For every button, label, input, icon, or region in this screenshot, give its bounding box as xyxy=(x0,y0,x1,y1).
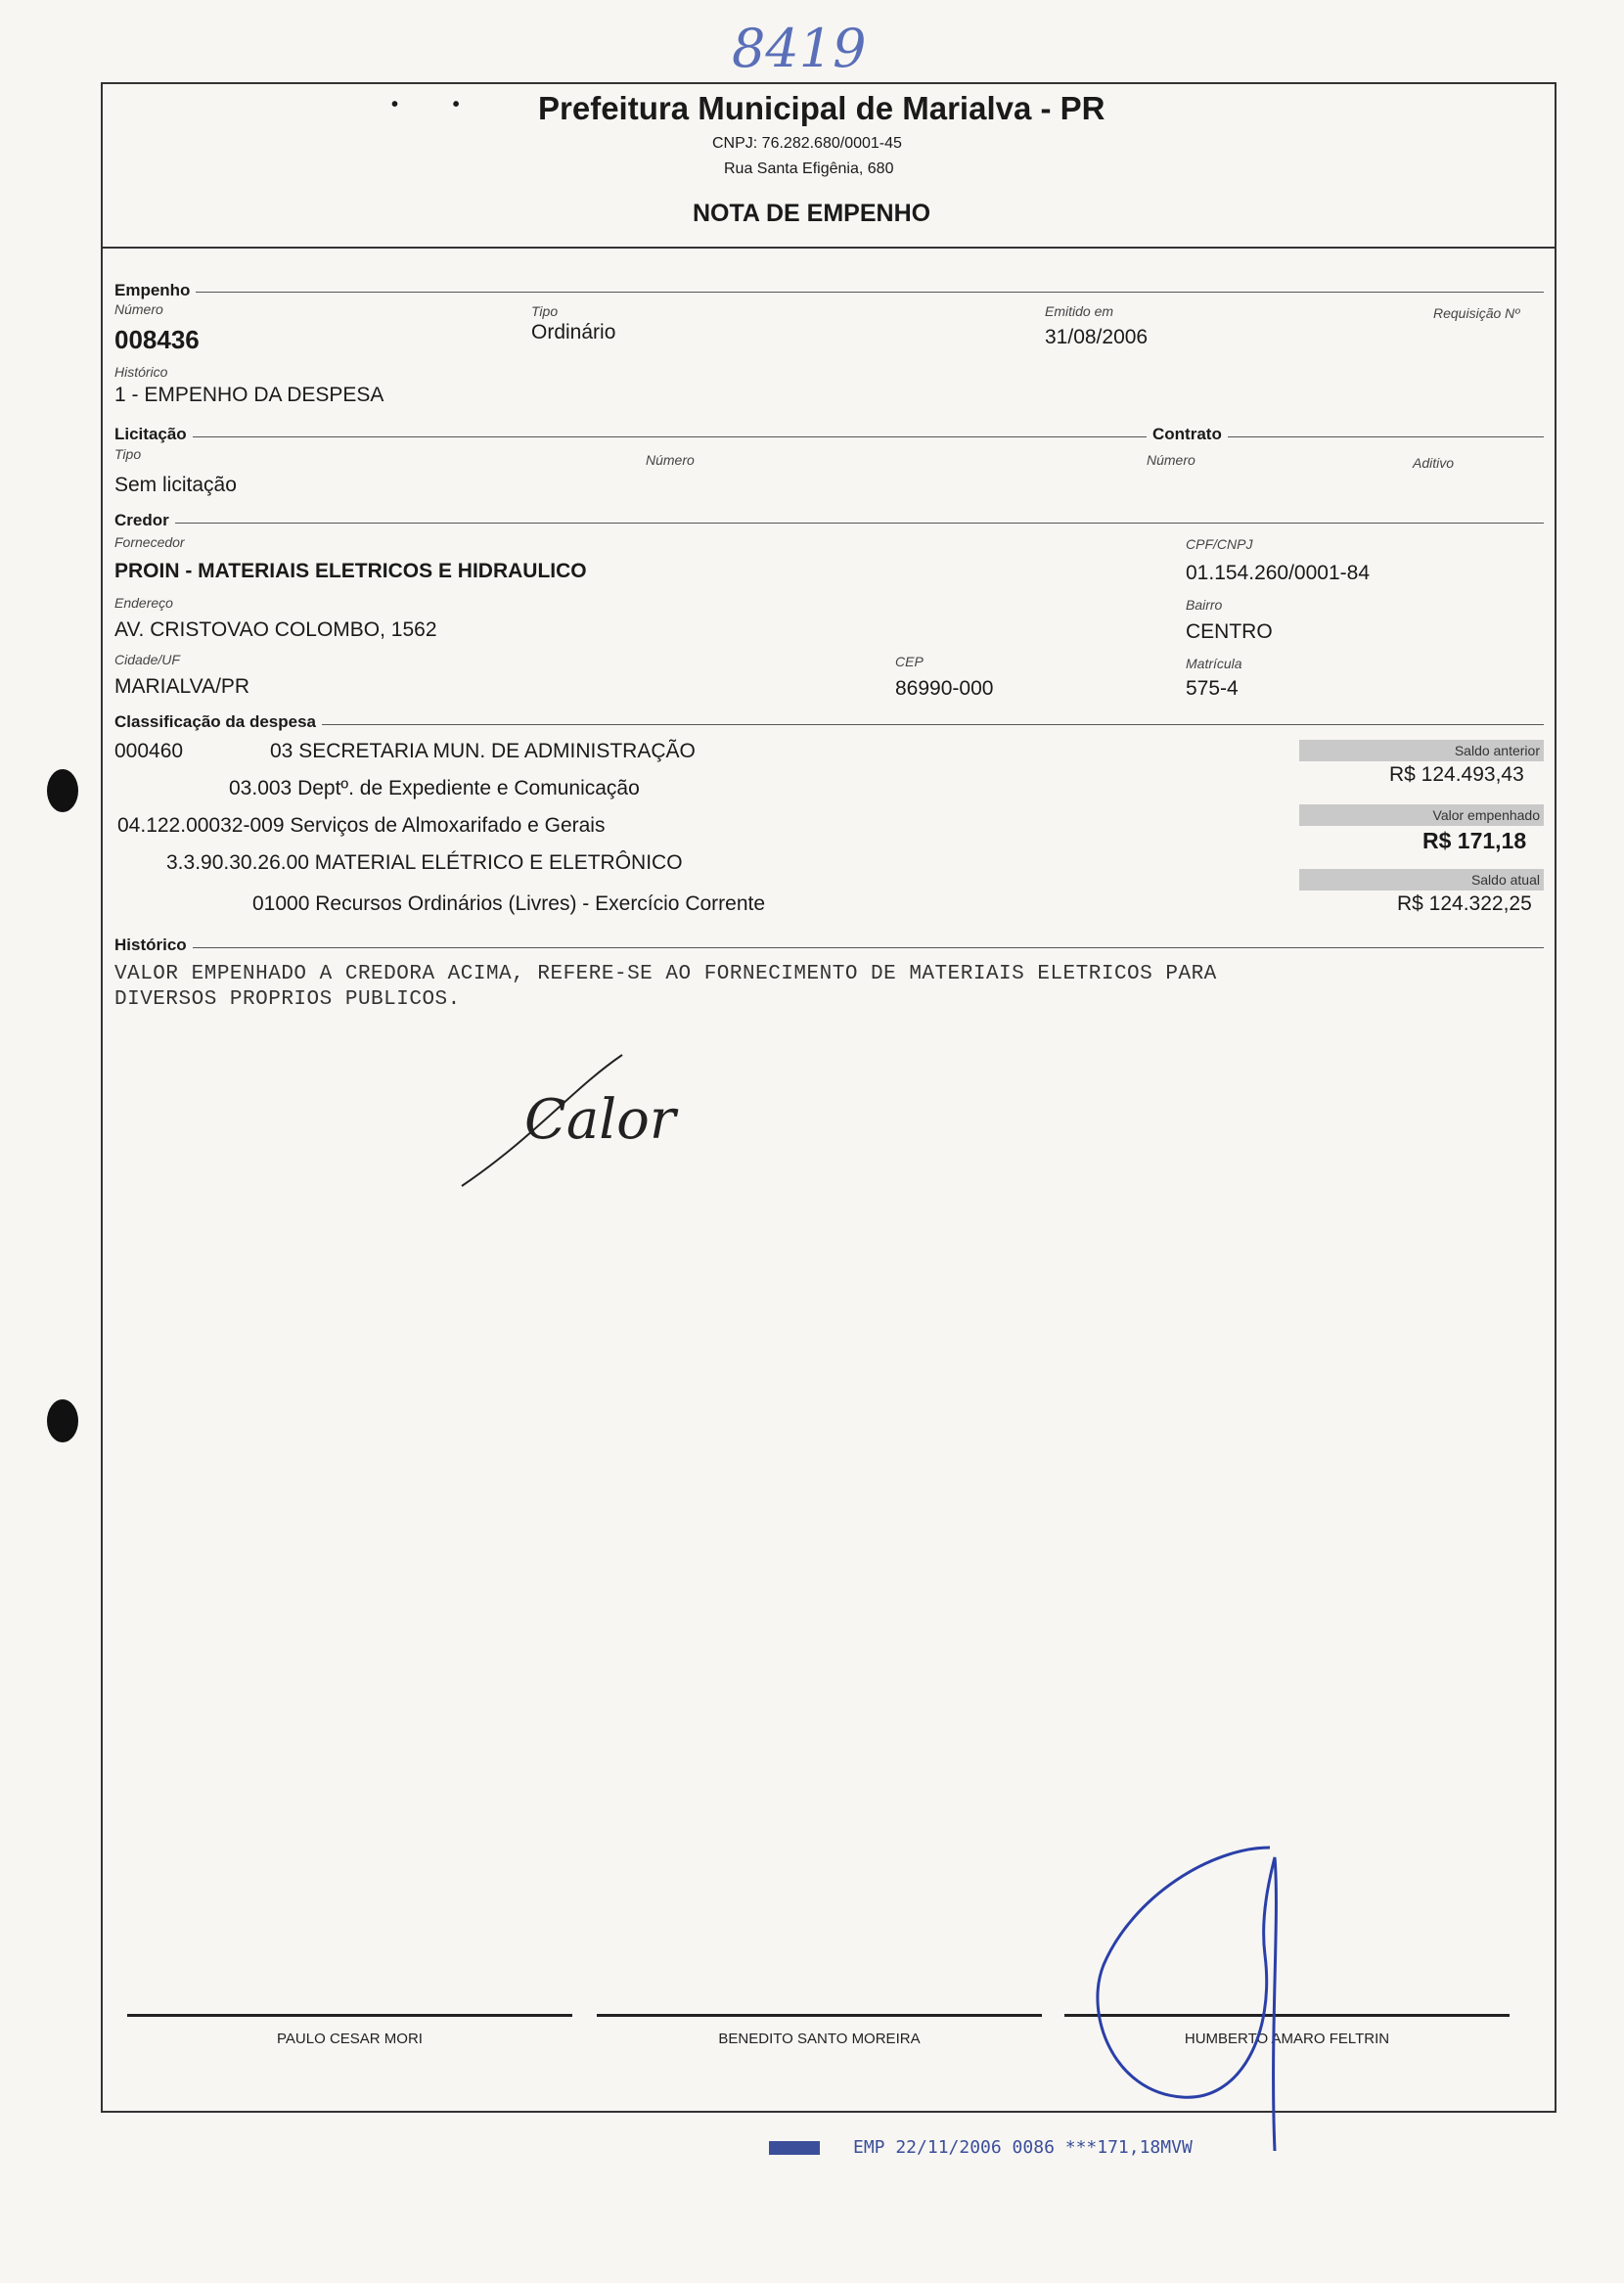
fornecedor-label: Fornecedor xyxy=(114,534,185,550)
signature-name-1: PAULO CESAR MORI xyxy=(277,2031,423,2047)
cnpj: CNPJ: 76.282.680/0001-45 xyxy=(712,135,902,152)
classificacao-code: 000460 xyxy=(114,740,184,762)
handwritten-number: 8419 xyxy=(732,18,867,79)
requisicao-label: Requisição Nº xyxy=(1433,305,1520,321)
initials-text: Calor xyxy=(524,1088,676,1152)
licitacao-tipo: Sem licitação xyxy=(114,474,237,496)
saldo-anterior-label: Saldo anterior xyxy=(1299,740,1544,761)
empenho-numero: 008436 xyxy=(114,325,200,354)
classificacao-line3: 04.122.00032-009 Serviços de Almoxarifado e Gerais xyxy=(117,814,606,837)
address: Rua Santa Efigênia, 680 xyxy=(724,160,894,177)
historico-section: Histórico xyxy=(114,936,193,955)
cidade-label: Cidade/UF xyxy=(114,652,180,667)
cpf: 01.154.260/0001-84 xyxy=(1186,562,1371,584)
fornecedor: PROIN - MATERIAIS ELETRICOS E HIDRAULICO xyxy=(114,560,587,582)
valor-empenhado: R$ 171,18 xyxy=(1422,828,1527,853)
stamp-text: EMP 22/11/2006 0086 ***171,18MVW xyxy=(853,2137,1193,2158)
licitacao-rule xyxy=(115,436,1544,437)
punch-hole-top xyxy=(47,769,78,812)
classificacao-rule xyxy=(115,724,1544,725)
licitacao-numero-label: Número xyxy=(646,452,695,468)
licitacao-tipo-label: Tipo xyxy=(114,446,142,462)
empenho-rule xyxy=(115,292,1544,293)
empenho-tipo-label: Tipo xyxy=(531,303,559,319)
signature-name-2: BENEDITO SANTO MOREIRA xyxy=(718,2031,921,2047)
classificacao-line1: 03 SECRETARIA MUN. DE ADMINISTRAÇÃO xyxy=(270,740,696,762)
classificacao-line5: 01000 Recursos Ordinários (Livres) - Exercício Corrente xyxy=(252,892,766,915)
classificacao-line2: 03.003 Deptº. de Expediente e Comunicação xyxy=(229,777,640,799)
emitido-label: Emitido em xyxy=(1045,303,1114,319)
doc-title: NOTA DE EMPENHO xyxy=(693,200,931,227)
empenho-section: Empenho xyxy=(114,281,196,300)
signature-scribble xyxy=(1074,1838,1309,2161)
matricula-label: Matrícula xyxy=(1186,656,1242,671)
saldo-atual: R$ 124.322,25 xyxy=(1397,892,1532,915)
empenho-numero-label: Número xyxy=(114,301,163,317)
header-divider xyxy=(101,247,1556,249)
historico-rule xyxy=(115,947,1544,948)
matricula: 575-4 xyxy=(1186,677,1239,700)
licitacao-section: Licitação xyxy=(114,425,193,444)
signature-line-1 xyxy=(127,2014,572,2017)
header-dots: • • xyxy=(391,94,460,115)
saldo-atual-label: Saldo atual xyxy=(1299,869,1544,890)
endereco: AV. CRISTOVAO COLOMBO, 1562 xyxy=(114,618,437,641)
historico-line1: VALOR EMPENHADO A CREDORA ACIMA, REFERE-SE AO FORNECIMENTO DE MATERIAIS ELETRICOS PARA xyxy=(114,963,1217,985)
endereco-label: Endereço xyxy=(114,595,173,611)
bairro: CENTRO xyxy=(1186,620,1273,643)
page-title: Prefeitura Municipal de Marialva - PR xyxy=(538,90,1105,126)
saldo-anterior: R$ 124.493,43 xyxy=(1389,763,1524,786)
contrato-numero-label: Número xyxy=(1147,452,1195,468)
contrato-section: Contrato xyxy=(1147,425,1228,444)
classificacao-line4: 3.3.90.30.26.00 MATERIAL ELÉTRICO E ELETRÔNICO xyxy=(166,851,683,874)
cep: 86990-000 xyxy=(895,677,994,700)
historico-line2: DIVERSOS PROPRIOS PUBLICOS. xyxy=(114,988,461,1011)
valor-empenhado-label: Valor empenhado xyxy=(1299,804,1544,826)
handwritten-initials xyxy=(456,1049,710,1206)
emitido-date: 31/08/2006 xyxy=(1045,326,1149,348)
empenho-historico-label: Histórico xyxy=(114,364,168,380)
cpf-label: CPF/CNPJ xyxy=(1186,536,1253,552)
empenho-tipo: Ordinário xyxy=(531,321,616,343)
empenho-historico: 1 - EMPENHO DA DESPESA xyxy=(114,384,384,406)
cep-label: CEP xyxy=(895,654,924,669)
contrato-aditivo-label: Aditivo xyxy=(1413,455,1455,471)
classificacao-section: Classificação da despesa xyxy=(114,712,322,732)
credor-rule xyxy=(115,523,1544,524)
bairro-label: Bairro xyxy=(1186,597,1223,613)
punch-hole-bottom xyxy=(47,1399,78,1442)
cidade: MARIALVA/PR xyxy=(114,675,250,698)
stamp-logo xyxy=(769,2141,820,2155)
signature-line-2 xyxy=(597,2014,1042,2017)
signature-name-3: HUMBERTO AMARO FELTRIN xyxy=(1184,2031,1390,2047)
credor-section: Credor xyxy=(114,511,175,530)
